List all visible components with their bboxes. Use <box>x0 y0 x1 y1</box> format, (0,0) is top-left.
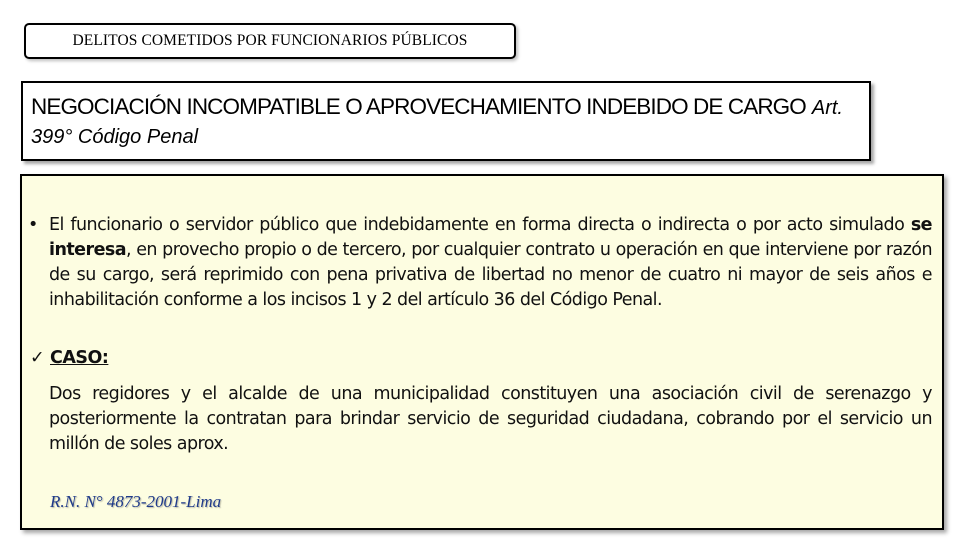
case-label: CASO: <box>50 348 109 368</box>
bullet-text-part2: , en provecho propio o de tercero, por cualquier contrato u operación en que interviene por razón de su cargo, será reprimido con pena privativa de libertad no menor de cuatro ni mayor de seis años e inhabilitación conforme a los incisos 1 y 2 del artículo 36 del Código Penal. <box>49 240 932 310</box>
bullet-text-part1: El funcionario o servidor público que indebidamente en forma directa o indirecta o por acto simulado <box>49 215 911 235</box>
section-header-label: DELITOS COMETIDOS POR FUNCIONARIOS PÚBLICOS <box>72 32 468 49</box>
content-panel <box>20 174 944 530</box>
bullet-item <box>28 213 932 313</box>
case-heading <box>30 346 108 371</box>
title-main-text: NEGOCIACIÓN INCOMPATIBLE O APROVECHAMIENTO INDEBIDO DE CARGO <box>31 94 806 119</box>
section-header-box <box>24 23 516 59</box>
bullet-emphasis: se interesa <box>49 215 932 260</box>
title-article: Art. 399° Código Penal <box>31 97 843 148</box>
bullet-icon: • <box>28 215 38 235</box>
bullet-paragraph <box>49 213 932 313</box>
page-title <box>31 93 869 151</box>
legal-reference: R.N. N° 4873-2001-Lima <box>50 492 222 511</box>
case-description: Dos regidores y el alcalde de una municipalidad constituyen una asociación civil de serenazgo y posteriormente la contratan para brindar servicio de seguridad ciudadana, cobrando por el servicio un millón de soles aprox. <box>49 384 932 454</box>
title-box <box>21 81 871 161</box>
checkmark-icon: ✓ <box>30 348 45 368</box>
